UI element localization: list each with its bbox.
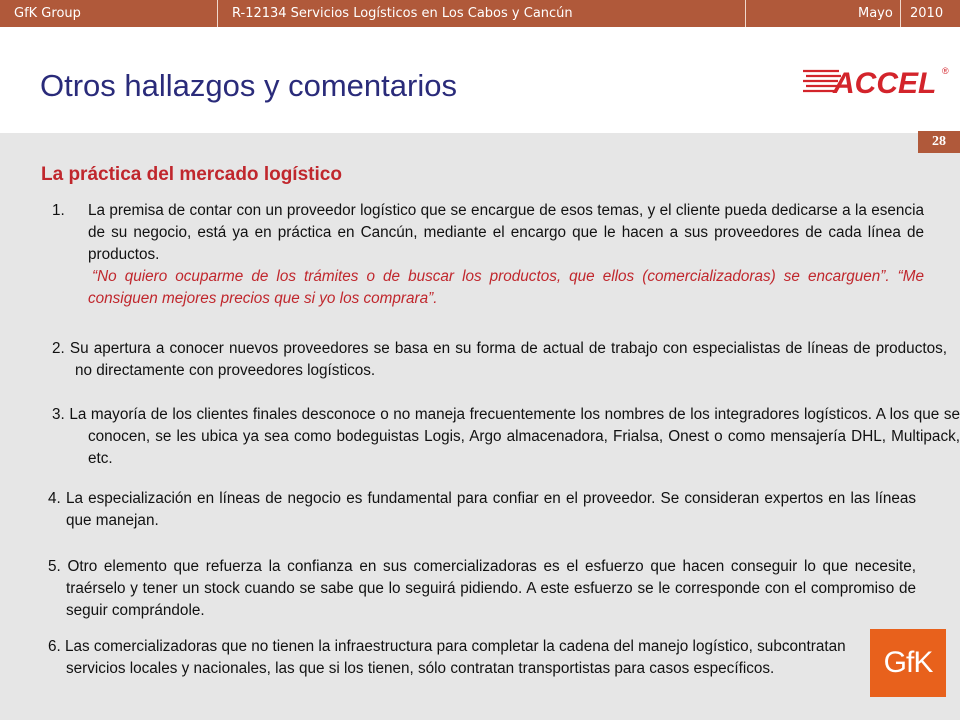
- logo-registered-mark: ®: [942, 66, 949, 76]
- item-number: 2.: [52, 340, 65, 357]
- logo-text: ACCEL: [833, 67, 937, 98]
- item-text: Las comercializadoras que no tienen la infraestructura para completar la cadena del manejo logístico, subcontratan servicios locales y nacionales, las que si los tienen, sólo contratan transportistas para casos específicos.: [65, 638, 846, 677]
- section-title: La práctica del mercado logístico: [41, 164, 342, 185]
- list-item-3: [52, 404, 960, 470]
- item-number: 1.: [52, 202, 65, 219]
- header-divider: [217, 0, 218, 27]
- list-item-6: [48, 636, 858, 680]
- month-label: Mayo: [858, 6, 893, 21]
- top-header-bar: [0, 0, 960, 27]
- item-text: La mayoría de los clientes finales desconoce o no maneja frecuentemente los nombres de los integradores logísticos. A los que se conocen, se les ubica ya sea como bodeguistas Logis, Argo almacenadora, Frialsa, Onest o como mensajería DHL, Multipack, etc.: [69, 406, 960, 467]
- header-divider: [745, 0, 746, 27]
- customer-quote: “No quiero ocuparme de los trámites o de buscar los productos, que ellos (comercializadoras) se encarguen”. “Me consiguen mejores precios que si yo los comprara”.: [88, 268, 924, 307]
- list-item-5: [48, 556, 916, 622]
- page-number: 28: [918, 131, 960, 153]
- item-text: Su apertura a conocer nuevos proveedores se basa en su forma de actual de trabajo con especialistas de líneas de productos, no directamente con proveedores logísticos.: [69, 340, 947, 379]
- list-item-4: [48, 488, 916, 532]
- item-number: 5.: [48, 558, 61, 575]
- year-label: 2010: [910, 6, 944, 21]
- item-number: 3.: [52, 406, 65, 423]
- accel-logo: [803, 62, 953, 98]
- item-number: 4.: [48, 490, 61, 507]
- item-text: La premisa de contar con un proveedor logístico que se encargue de esos temas, y el cliente pueda dedicarse a la esencia de su negocio, está ya en práctica en Cancún, mediante el encargo que le hacen a sus proveedores de cada línea de productos.: [88, 202, 924, 263]
- header-divider: [900, 0, 901, 27]
- company-label: GfK Group: [14, 6, 81, 21]
- project-label: R-12134 Servicios Logísticos en Los Cabos y Cancún: [232, 6, 573, 21]
- gfk-logo: GfK: [870, 629, 946, 697]
- item-text: Otro elemento que refuerza la confianza en sus comercializadoras es el esfuerzo que hacen conseguir lo que necesite, traérselo y tener un stock cuando se sabe que lo seguirá pidiendo. A este esfuerzo se le corresponde con el compromiso de seguir comprándole.: [66, 558, 916, 619]
- page-title: Otros hallazgos y comentarios: [40, 68, 457, 103]
- list-item-1: [52, 200, 924, 266]
- item-text: La especialización en líneas de negocio es fundamental para confiar en el proveedor. Se consideran expertos en las líneas que manejan.: [65, 490, 917, 529]
- list-item-2: [52, 338, 947, 382]
- item-number: 6.: [48, 638, 61, 655]
